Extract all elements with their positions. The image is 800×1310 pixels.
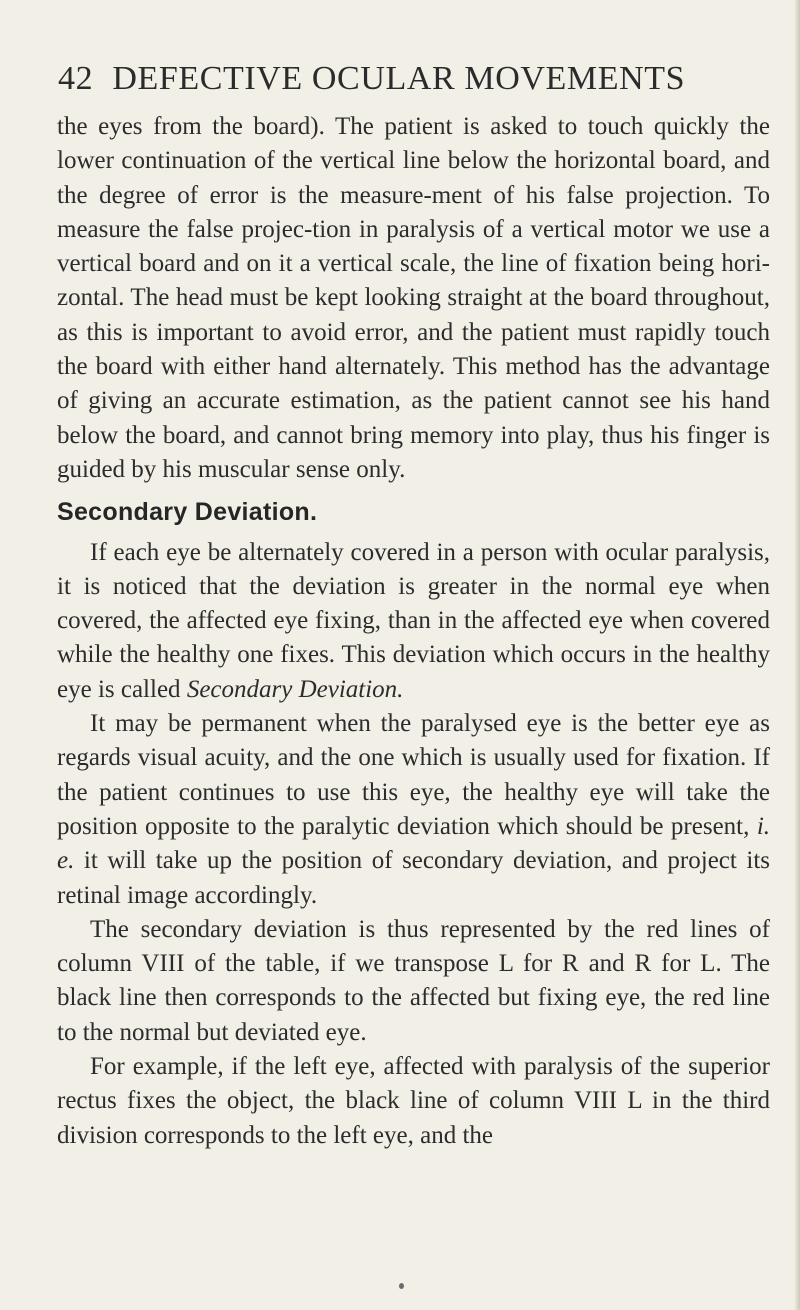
chapter-title: DEFECTIVE OCULAR MOVEMENTS (112, 60, 686, 97)
paragraph-3-text-a: It may be permanent when the paralysed eye is the better eye as regards visual acuity, and the one which is usually used for fixation. If the patient continues to use this eye, the healthy eye will take the position opposite to the paralytic deviation which should be present, (57, 710, 770, 840)
paragraph-3 (57, 707, 770, 913)
page-edge-shadow (794, 0, 800, 1310)
paragraph-2 (57, 536, 770, 707)
paragraph-1: the eyes from the board). The patient is asked to touch quickly the lower continuation of the vertical line below the horizontal board, and the degree of error is the measure-ment of his false projection. To measure the false projec-tion in paralysis of a vertical motor we use a vertical board and on it a vertical scale, the line of fixation being hori-zontal. The head must be kept looking straight at the board throughout, as this is important to avoid error, and the patient must rapidly touch the board with either hand alternately. This method has the advantage of giving an accurate estimation, as the patient cannot see his hand below the board, and cannot bring memory into play, thus his finger is guided by his muscular sense only. (57, 113, 770, 483)
abbrev-ie: i. e. (57, 812, 771, 875)
running-head (58, 60, 758, 98)
term-secondary-deviation: Secondary Deviation. (186, 675, 404, 703)
body-text (57, 110, 770, 1153)
paragraph-3-text-b: it will take up the position of secondary deviation, and project its retinal image accordingly. (57, 847, 770, 909)
ink-speck (399, 1283, 404, 1289)
page-number: 42 (58, 60, 94, 97)
paragraph-4: The secondary deviation is thus represented by the red lines of column VIII of the table, if we transpose L for R and R for L. The black line then corresponds to the affected but fixing eye, the red line to the normal but deviated eye. (57, 915, 770, 1046)
paragraph-5: For example, if the left eye, affected with paralysis of the superior rectus fixes the object, the black line of column VIII L in the third division corresponds to the left eye, and the (57, 1053, 770, 1149)
section-heading: Secondary Deviation. (57, 498, 318, 527)
paragraph-2-text: If each eye be alternately covered in a person with ocular paralysis, it is noticed that the deviation is greater in the normal eye when covered, the affected eye fixing, than in the affected eye when covered while the healthy one fixes. This deviation which occurs in the healthy eye is called (57, 538, 770, 703)
